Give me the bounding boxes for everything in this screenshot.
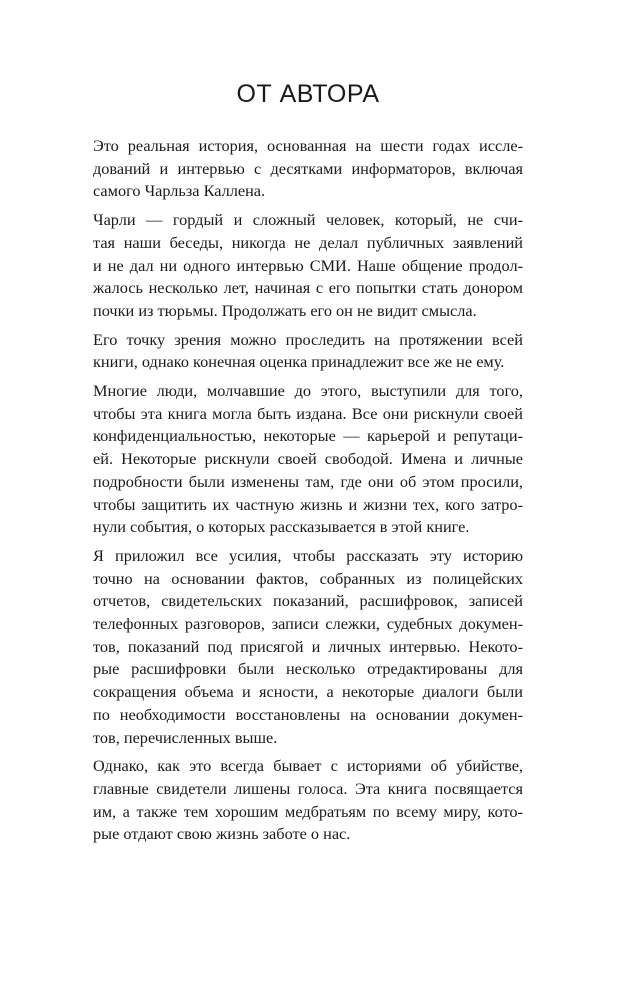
text-line: Его точку зрения можно проследить на протяжении всей [93,329,523,349]
paragraph [93,135,523,203]
text-line: чтобы эта книга могла быть издана. Все они рискнули своей [93,403,523,423]
text-line: ей. Некоторые рискнули своей свободой. Имена и личные [93,449,523,469]
paragraph [93,380,523,539]
text-line: Однако, как это всегда бывает с историями об убийстве, [93,756,523,776]
text-line: точно на основании фактов, собранных из полицейских [93,568,523,588]
text-line: конфиденциальностью, некоторые — карьерой и репутаци- [93,426,523,446]
text-line: чтобы защитить их частную жизнь и жизни тех, кого затро- [93,494,523,514]
text-line: тов, перечисленных выше. [93,727,278,747]
text-line: жалось несколько лет, начиная с его попытки стать донором [93,278,523,298]
text-line: телефонных разговоров, записи слежки, судебных докумен- [93,614,523,634]
text-line: почки из тюрьмы. Продолжать его он не видит смысла. [93,300,477,320]
text-line: сокращения объема и ясности, а некоторые диалоги были [93,682,523,702]
text-line: дований и интервью с десятками информаторов, включая [93,158,523,178]
author-note-body [93,135,523,846]
page-title: ОТ АВТОРА [236,80,380,108]
text-line: по необходимости восстановлены на основании докумен- [93,704,523,724]
text-line: тая наши беседы, никогда не делал публичных заявлений [93,232,523,252]
text-line: и не дал ни одного интервью СМИ. Наше общение продол- [93,255,523,275]
document-page [93,80,523,852]
text-line: Я приложил все усилия, чтобы рассказать эту историю [93,545,523,565]
text-line: нули события, о которых рассказывается в этой книге. [93,517,470,537]
text-line: главные свидетели лишены голоса. Эта книга посвящается [93,778,523,798]
paragraph [93,545,523,749]
text-line: отчетов, свидетельских показаний, расшифровок, записей [93,591,523,611]
paragraph [93,329,523,374]
text-line: Чарли — гордый и сложный человек, который, не счи- [93,210,523,230]
text-line: Многие люди, молчавшие до этого, выступили для того, [93,381,523,401]
text-line: подробности были изменены там, где они об этом просили, [93,471,523,491]
text-line: им, а также тем хорошим медбратьям по всему миру, кото- [93,801,523,821]
text-line: Это реальная история, основанная на шести годах иссле- [93,136,523,155]
paragraph [93,755,523,846]
text-line: тов, показаний под присягой и личных интервью. Некото- [93,636,523,656]
text-line: книги, однако конечная оценка принадлежит все же не ему. [93,352,505,372]
text-line: рые расшифровки были несколько отредактированы для [93,659,523,679]
paragraph [93,209,523,323]
text-line: рые отдают свою жизнь заботе о нас. [93,824,351,844]
text-line: самого Чарльза Каллена. [93,181,266,201]
